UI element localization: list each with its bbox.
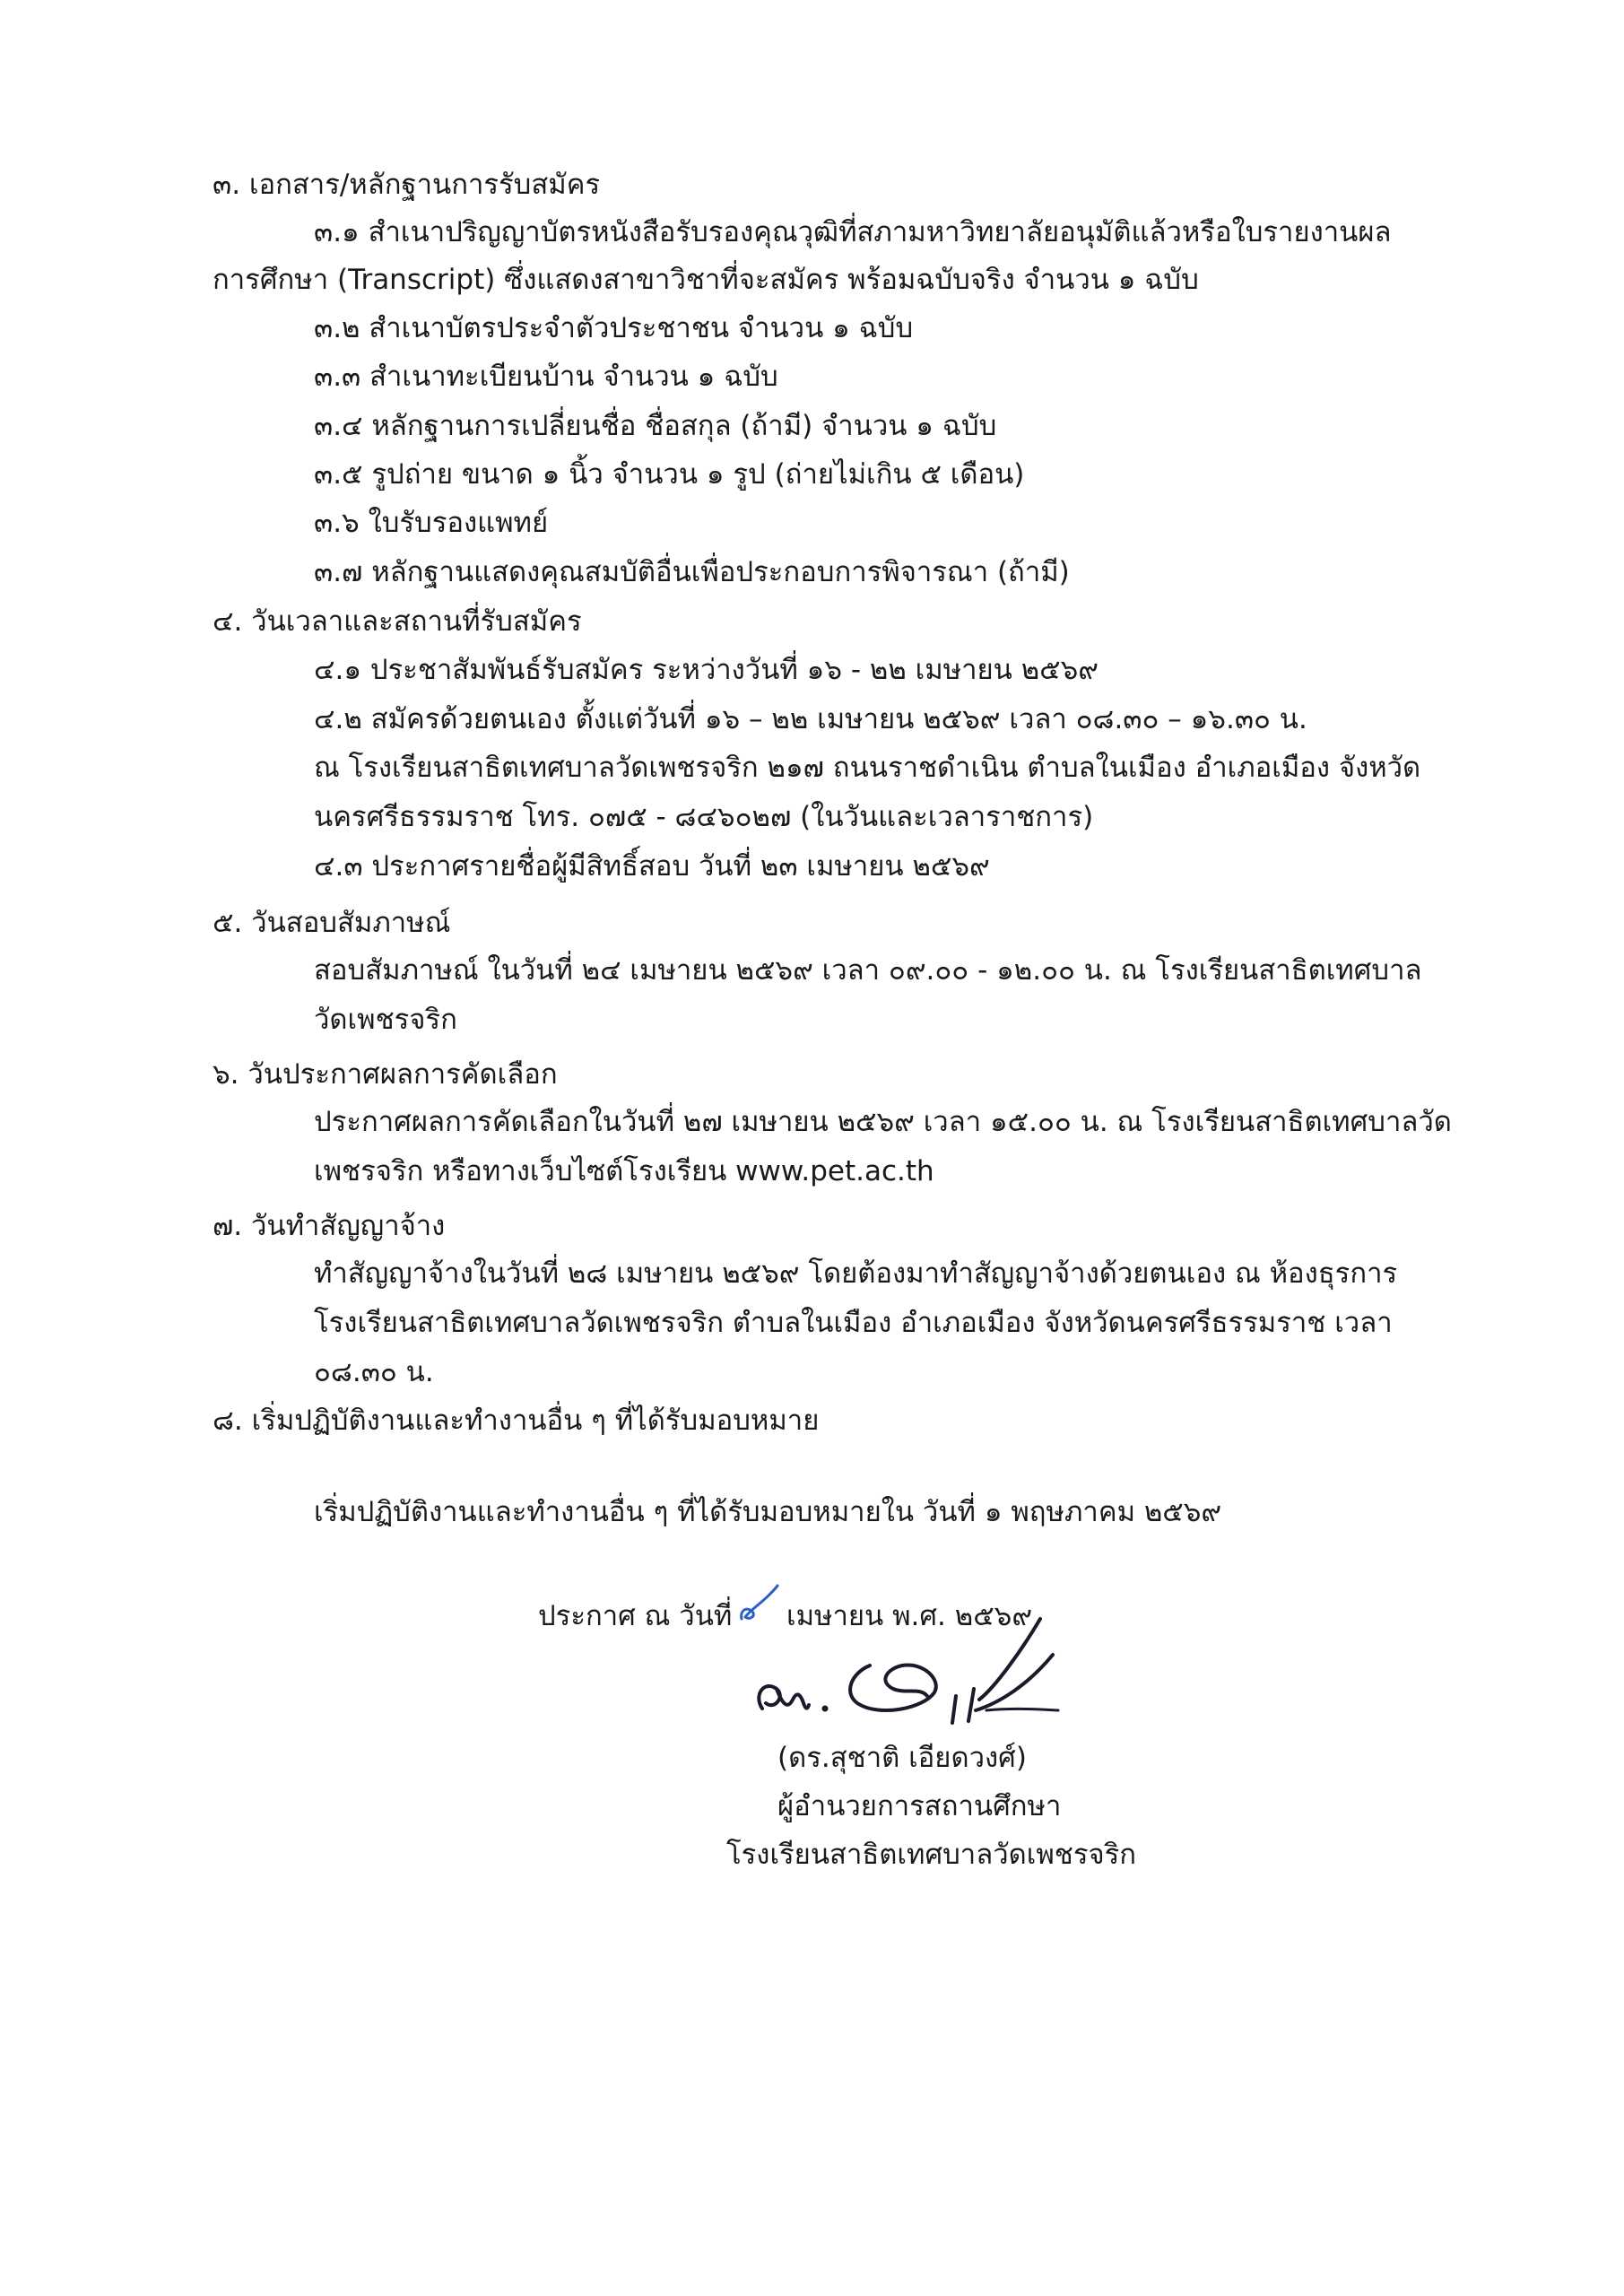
section-4-item-2-line-1: ๔.๒ สมัครด้วยตนเอง ตั้งแต่วันที่ ๑๖ – ๒๒ เมษายน ๒๕๖๙ เวลา ๐๘.๓๐ – ๑๖.๓๐ น. xyxy=(314,703,1307,735)
section-7-line-2: โรงเรียนสาธิตเทศบาลวัดเพชรจริก ตำบลในเมือง อำเภอเมือง จังหวัดนครศรีธรรมราช เวลา xyxy=(314,1307,1393,1339)
section-3-item-3: ๓.๓ สำเนาทะเบียนบ้าน จำนวน ๑ ฉบับ xyxy=(314,361,778,393)
section-8-heading: ๘. เริ่มปฏิบัติงานและทำงานอื่น ๆ ที่ได้รับมอบหมาย xyxy=(213,1405,820,1437)
announcement-suffix: เมษายน พ.ศ. ๒๕๖๙ xyxy=(786,1600,1033,1632)
section-4-item-2-line-3: นครศรีธรรมราช โทร. ๐๗๕ - ๘๔๖๐๒๗ (ในวันและเวลาราชการ) xyxy=(314,801,1094,833)
section-3-item-1-line-2: การศึกษา (Transcript) ซึ่งแสดงสาขาวิชาที่จะสมัคร พร้อมฉบับจริง จำนวน ๑ ฉบับ xyxy=(213,264,1199,296)
handwritten-signature xyxy=(744,1610,1067,1735)
section-6-line-2: เพชรจริก หรือทางเว็บไซต์โรงเรียน www.pet.ac.th xyxy=(314,1155,934,1187)
section-4-heading: ๔. วันเวลาและสถานที่รับสมัคร xyxy=(213,605,582,638)
section-5-line-2: วัดเพชรจริก xyxy=(314,1004,457,1036)
section-3-heading: ๓. เอกสาร/หลักฐานการรับสมัคร xyxy=(213,169,601,201)
announcement-prefix: ประกาศ ณ วันที่ xyxy=(538,1600,733,1632)
section-4-item-3: ๔.๓ ประกาศรายชื่อผู้มีสิทธิ์สอบ วันที่ ๒๓ เมษายน ๒๕๖๙ xyxy=(314,850,990,883)
section-5-heading: ๕. วันสอบสัมภาษณ์ xyxy=(213,907,451,939)
section-3-item-4: ๓.๔ หลักฐานการเปลี่ยนชื่อ ชื่อสกุล (ถ้ามี) จำนวน ๑ ฉบับ xyxy=(314,410,997,442)
section-4-item-2-line-2: ณ โรงเรียนสาธิตเทศบาลวัดเพชรจริก ๒๑๗ ถนนราชดำเนิน ตำบลในเมือง อำเภอเมือง จังหวัด xyxy=(314,752,1421,784)
section-7-line-1: ทำสัญญาจ้างในวันที่ ๒๘ เมษายน ๒๕๖๙ โดยต้องมาทำสัญญาจ้างด้วยตนเอง ณ ห้องธุรการ xyxy=(314,1257,1398,1290)
section-6-line-1: ประกาศผลการคัดเลือกในวันที่ ๒๗ เมษายน ๒๕๖๙ เวลา ๑๕.๐๐ น. ณ โรงเรียนสาธิตเทศบาลวัด xyxy=(314,1106,1452,1138)
section-3-item-1-line-1: ๓.๑ สำเนาปริญญาบัตรหนังสือรับรองคุณวุฒิที่สภามหาวิทยาลัยอนุมัติแล้วหรือใบรายงานผล xyxy=(314,216,1392,248)
signatory-school: โรงเรียนสาธิตเทศบาลวัดเพชรจริก xyxy=(726,1839,1137,1871)
section-7-heading: ๗. วันทำสัญญาจ้าง xyxy=(213,1210,446,1242)
section-8-line-1: เริ่มปฏิบัติงานและทำงานอื่น ๆ ที่ได้รับมอบหมายใน วันที่ ๑ พฤษภาคม ๒๕๖๙ xyxy=(314,1496,1222,1528)
section-3-item-2: ๓.๒ สำเนาบัตรประจำตัวประชาชน จำนวน ๑ ฉบับ xyxy=(314,312,914,344)
section-4-item-1: ๔.๑ ประชาสัมพันธ์รับสมัคร ระหว่างวันที่ ๑๖ - ๒๒ เมษายน ๒๕๖๙ xyxy=(314,654,1099,686)
section-5-line-1: สอบสัมภาษณ์ ในวันที่ ๒๔ เมษายน ๒๕๖๙ เวลา ๐๙.๐๐ - ๑๒.๐๐ น. ณ โรงเรียนสาธิตเทศบาล xyxy=(314,954,1422,987)
section-7-line-3: ๐๘.๓๐ น. xyxy=(314,1356,434,1388)
section-6-heading: ๖. วันประกาศผลการคัดเลือก xyxy=(213,1058,558,1091)
section-3-item-7: ๓.๗ หลักฐานแสดงคุณสมบัติอื่นเพื่อประกอบการพิจารณา (ถ้ามี) xyxy=(314,556,1070,588)
signatory-position: ผู้อำนวยการสถานศึกษา xyxy=(777,1790,1062,1822)
section-3-item-5: ๓.๕ รูปถ่าย ขนาด ๑ นิ้ว จำนวน ๑ รูป (ถ่ายไม่เกิน ๕ เดือน) xyxy=(314,458,1025,491)
signatory-name: (ดร.สุชาติ เอียดวงศ์) xyxy=(777,1742,1027,1774)
section-3-item-6: ๓.๖ ใบรับรองแพทย์ xyxy=(314,507,549,539)
